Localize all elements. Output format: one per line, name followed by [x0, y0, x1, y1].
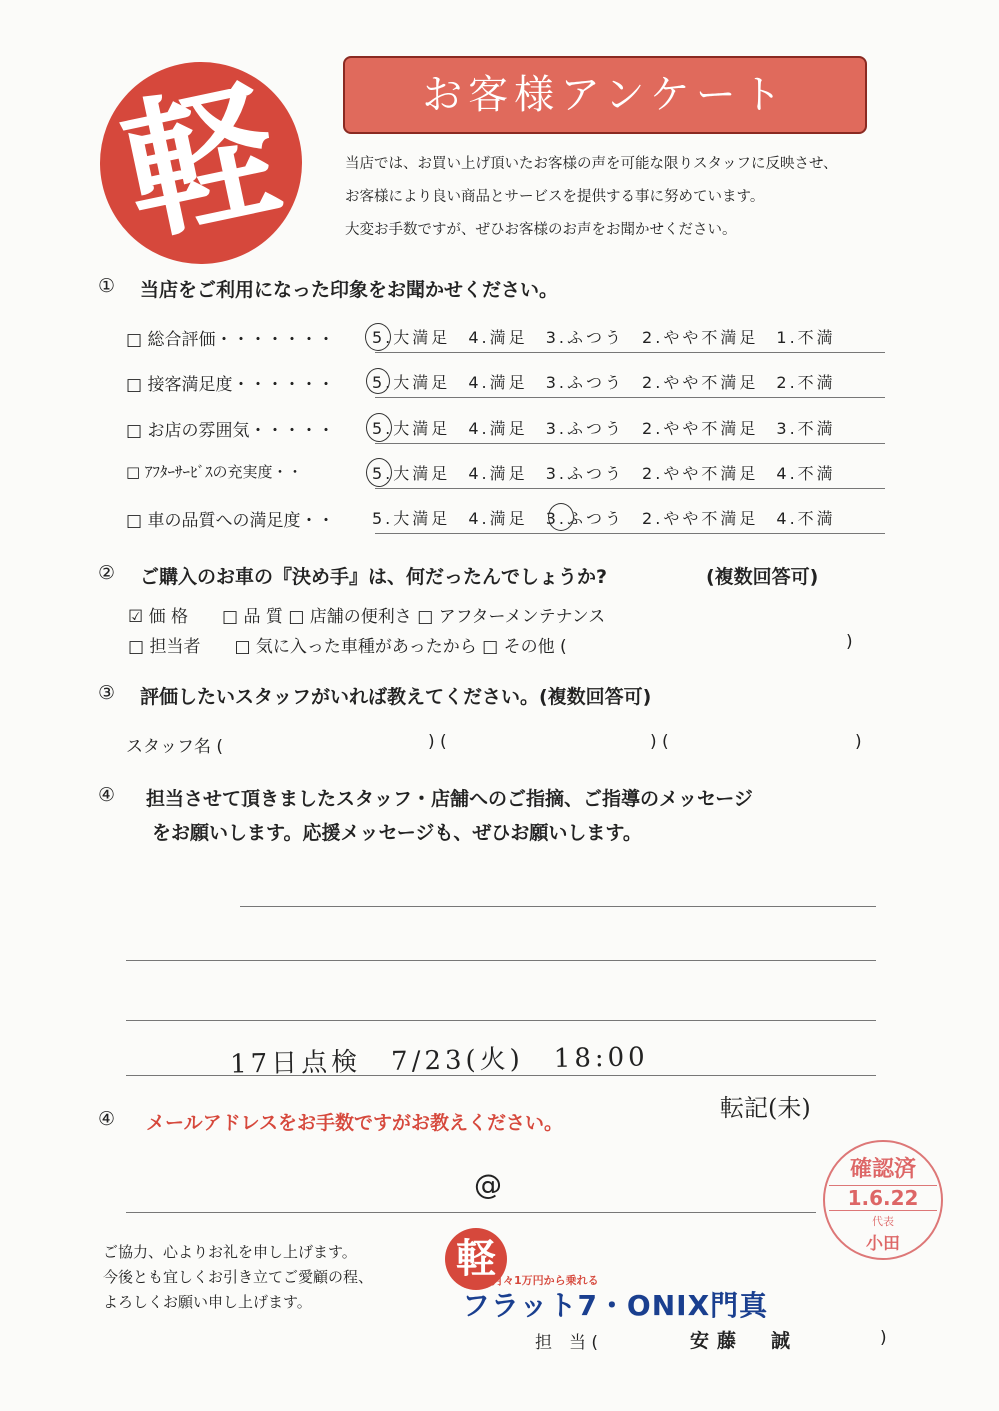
- intro-line-3: 大変お手数ですが、ぜひお客様のお声をお聞かせください。: [345, 222, 737, 238]
- q2-other-close: ): [846, 632, 853, 652]
- q5-question: メールアドレスをお手数ですがお教えください。: [146, 1112, 564, 1134]
- q5-number: ④: [98, 1108, 116, 1130]
- q1-row-quality-options[interactable]: 5.大満足 4.満足 3.ふつう 2.やや不満足 4.不満: [372, 509, 836, 528]
- row-divider: [375, 488, 885, 489]
- footer-line-1: ご協力、心よりお礼を申し上げます。: [103, 1243, 357, 1261]
- q3-question: 評価したいスタッフがいれば教えてください。(複数回答可): [140, 686, 652, 708]
- q1-row-aftercare-options[interactable]: 5.大満足 4.満足 3.ふつう 2.やや不満足 4.不満: [372, 464, 836, 483]
- q2-note: (複数回答可): [706, 566, 819, 588]
- q1-row-overall-label: □ 総合評価・・・・・・・: [126, 330, 335, 350]
- brand-badge: 軽: [445, 1228, 507, 1290]
- footer-message: [103, 1240, 373, 1315]
- selection-circle: [366, 458, 392, 487]
- q1-row-aftercare-label: □ ｱﾌﾀｰｻｰﾋﾞｽの充実度・・: [126, 463, 303, 481]
- footer-line-2: 今後とも宜しくお引き立てご愛顧の程、: [103, 1268, 374, 1286]
- intro-line-1: 当店では、お買い上げ頂いたお客様の声を可能な限りスタッフに反映させ、: [345, 156, 838, 172]
- staff-name-label: スタッフ名 (: [126, 737, 224, 757]
- intro-line-2: お客様により良い商品とサービスを提供する事に努めています。: [345, 189, 765, 205]
- selection-circle: [366, 413, 392, 442]
- staff-paren-2: ) (: [650, 732, 669, 752]
- selection-circle: [365, 323, 391, 351]
- q2-number: ②: [98, 562, 116, 584]
- q1-number: ①: [98, 275, 116, 297]
- staff-paren-3: ): [855, 732, 862, 752]
- stamp-name: 小田: [866, 1234, 900, 1254]
- staff-paren-1: ) (: [428, 732, 447, 752]
- handwritten-message: 17日点検 7/23(火) 18:00: [229, 1042, 649, 1080]
- staff-in-charge-close: ): [880, 1328, 887, 1348]
- q2-options-line-1[interactable]: ☑ 価 格 □ 品 質 □ 店舗の便利さ □ アフターメンテナンス: [128, 607, 606, 627]
- handwritten-note: 転記(未): [720, 1094, 811, 1122]
- confirmation-stamp: [823, 1140, 943, 1260]
- page-title: お客様アンケート: [343, 56, 867, 134]
- q1-row-atmosphere-options[interactable]: 5.大満足 4.満足 3.ふつう 2.やや不満足 3.不満: [372, 419, 836, 438]
- selection-circle: [548, 503, 574, 531]
- email-input-line[interactable]: [126, 1212, 816, 1213]
- message-line[interactable]: [240, 906, 876, 907]
- q1-row-service-options[interactable]: 5.大満足 4.満足 3.ふつう 2.やや不満足 2.不満: [372, 373, 836, 392]
- q1-row-quality-label: □ 車の品質への満足度・・: [126, 511, 335, 531]
- q1-question: 当店をご利用になった印象をお聞かせください。: [140, 279, 559, 301]
- message-line[interactable]: [126, 960, 876, 961]
- q2-question: ご購入のお車の『決め手』は、何だったんでしょうか?: [140, 566, 608, 588]
- stamp-top: 確認済: [849, 1157, 916, 1182]
- q1-row-service-label: □ 接客満足度・・・・・・: [126, 375, 335, 395]
- brand-tagline: 月々1万円から乗れる: [492, 1274, 599, 1287]
- stamp-role: 代表: [872, 1215, 894, 1228]
- q4-number: ④: [98, 784, 116, 806]
- message-line[interactable]: [126, 1020, 876, 1021]
- q4-question-line-2: をお願いします。応援メッセージも、ぜひお願いします。: [152, 822, 642, 844]
- brand-name: フラット7・ONIX門真: [462, 1289, 769, 1322]
- q1-row-atmosphere-label: □ お店の雰囲気・・・・・: [126, 421, 335, 441]
- stamp-date: 1.6.22: [829, 1185, 937, 1211]
- row-divider: [375, 397, 885, 398]
- row-divider: [375, 352, 885, 353]
- q1-row-overall-options[interactable]: 5.大満足 4.満足 3.ふつう 2.やや不満足 1.不満: [372, 328, 836, 347]
- email-at-sign: @: [474, 1168, 502, 1201]
- q3-number: ③: [98, 682, 116, 704]
- staff-in-charge-name: 安藤 誠: [690, 1330, 799, 1352]
- staff-in-charge-label: 担 当 (: [535, 1333, 599, 1353]
- selection-circle: [366, 368, 390, 394]
- q2-options-line-2[interactable]: □ 担当者 □ 気に入った車種があったから □ その他 (: [128, 637, 567, 657]
- row-divider: [375, 533, 885, 534]
- q4-question-line-1: 担当させて頂きましたスタッフ・店舗へのご指摘、ご指導のメッセージ: [146, 788, 753, 810]
- footer-line-3: よろしくお願い申し上げます。: [103, 1293, 312, 1311]
- row-divider: [375, 443, 885, 444]
- brand-logo-mark: 軽: [81, 43, 321, 283]
